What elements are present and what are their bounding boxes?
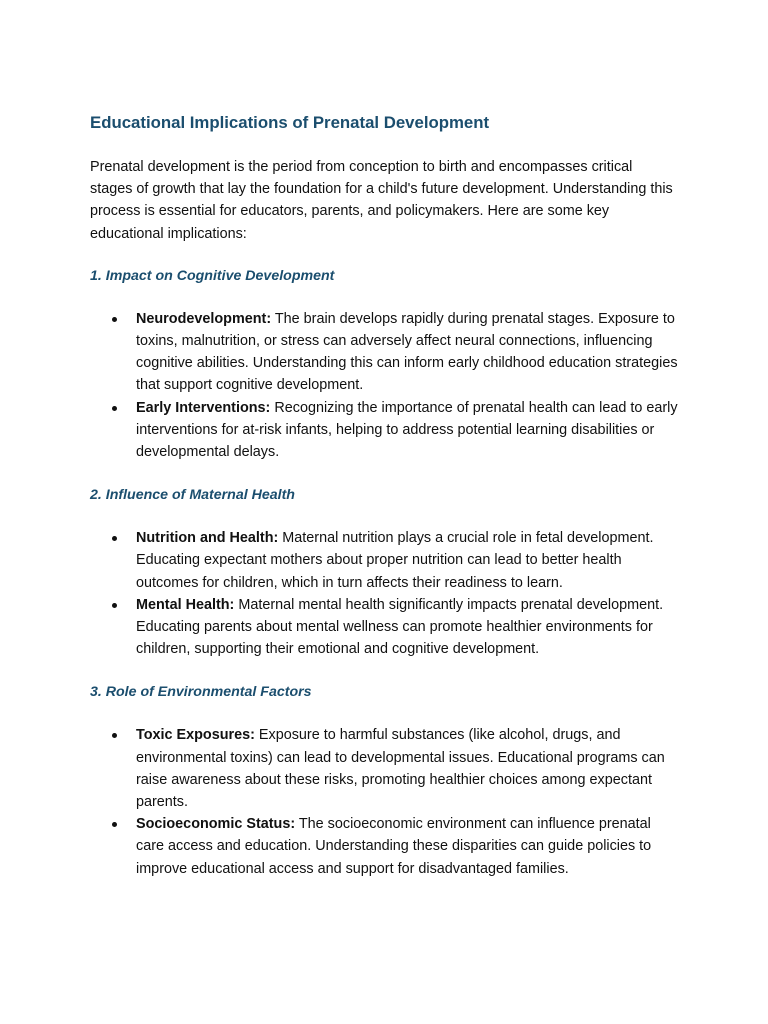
list-item: [90, 724, 678, 813]
intro-paragraph: Prenatal development is the period from conception to birth and encompasses critical stages of growth that lay the foundation for a child's future development. Understanding this process is essential for educators, parents, and policymakers. Here are some key educational implications:: [90, 159, 673, 242]
list-item: [90, 594, 678, 661]
list-item-term: Neurodevelopment:: [136, 310, 272, 327]
list-item-text: Exposure to harmful substances (like alcohol, drugs, and environmental toxins) can lead to developmental issues. Educational programs can raise awareness about these risks, promoting healthier choices among expectant parents.: [136, 727, 665, 811]
bullet-icon: [112, 822, 117, 827]
bullet-list-maternal-health: [90, 527, 678, 660]
section-heading-environmental: 3. Role of Environmental Factors: [90, 684, 312, 701]
bullet-list-cognitive: [90, 308, 678, 463]
bullet-icon: [112, 536, 117, 541]
list-item: [90, 527, 678, 594]
document-title: Educational Implications of Prenatal Development: [90, 113, 490, 132]
section-heading-maternal-health: 2. Influence of Maternal Health: [90, 487, 295, 504]
list-item: [90, 397, 678, 464]
list-item-term: Mental Health:: [136, 596, 235, 613]
bullet-icon: [112, 317, 117, 322]
list-item-text: The socioeconomic environment can influence prenatal care access and education. Understanding these disparities can guide policies to improve educational access and support for disadvantaged families.: [136, 816, 652, 877]
list-item: [90, 813, 678, 880]
list-item-term: Toxic Exposures:: [136, 727, 255, 744]
section-heading-cognitive: 1. Impact on Cognitive Development: [90, 267, 335, 284]
list-item-term: Early Interventions:: [136, 399, 271, 416]
list-item-term: Nutrition and Health:: [136, 530, 279, 547]
list-item-text: Maternal mental health significantly impacts prenatal development. Educating parents about mental wellness can promote healthier environments for children, supporting their emotional and cognitive development.: [136, 596, 664, 658]
list-item: [90, 308, 678, 397]
bullet-icon: [112, 406, 117, 411]
list-item-text: The brain develops rapidly during prenatal stages. Exposure to toxins, malnutrition, or stress can adversely affect neural connections, influencing cognitive abilities. Understanding this can inform early childhood education strategies that support cognitive development.: [136, 310, 678, 394]
bullet-icon: [112, 733, 117, 738]
list-item-term: Socioeconomic Status:: [136, 816, 296, 833]
bullet-list-environmental: [90, 724, 678, 879]
list-item-text: Recognizing the importance of prenatal health can lead to early interventions for at-risk infants, helping to address potential learning disabilities or developmental delays.: [136, 399, 678, 461]
list-item-text: Maternal nutrition plays a crucial role in fetal development. Educating expectant mothers about proper nutrition can lead to better health outcomes for children, which in turn affects their readiness to learn.: [136, 530, 654, 591]
bullet-icon: [112, 603, 117, 608]
